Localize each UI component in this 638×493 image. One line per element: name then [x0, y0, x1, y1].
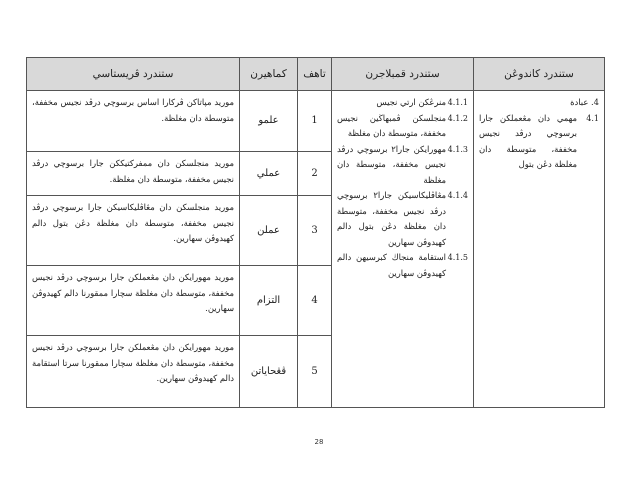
learning-standard-code: 4.1.4 — [447, 191, 468, 200]
content-standard-item — [479, 111, 599, 173]
header-level: تاهف — [298, 58, 332, 91]
descriptor-cell: موريد مهورايكن دان مڠعملكن جارا برسوچي درڤد نجيس مخففة، متوسطة دان مغلظة سچارا ممقورنا دالم كهيدوڤن سهارين. — [27, 266, 240, 336]
learning-standard-code: 4.1.1 — [447, 98, 468, 107]
mastery-cell: علمو — [240, 91, 298, 152]
mastery-cell: ڤڠحاياتن — [240, 336, 298, 408]
header-content-standard: ستندرد كاندوڠن — [474, 58, 605, 91]
standards-table — [26, 57, 605, 408]
learning-standard-item — [337, 111, 468, 142]
level-cell: 5 — [298, 336, 332, 408]
header-row — [27, 58, 605, 91]
content-standard-title: 4. عبادة — [570, 97, 599, 107]
learning-standard-code: 4.1.5 — [447, 253, 468, 262]
descriptor-cell: موريد منجلسكن دان ممفركتيككن جارا برسوچي درڤد نجيس مخففة، متوسطة دان مغلظة. — [27, 152, 240, 196]
level-cell: 1 — [298, 91, 332, 152]
level-cell: 2 — [298, 152, 332, 196]
content-standard-cell — [474, 91, 605, 408]
learning-standard-text: استقامة منجاڬ كبرسيهن دالم كهيدوڤن سهارين — [337, 252, 446, 278]
learning-standard-text: مهورايكن جارا٢ برسوچي درڤد نجيس مخففة، متوسطة دان مغلظة — [337, 143, 447, 185]
page-number: 28 — [314, 438, 324, 446]
content-standard-code: 4.1 — [586, 113, 599, 123]
table-row — [27, 91, 605, 152]
learning-standard-item — [337, 188, 468, 250]
learning-standard-text: مڠاڤليكاسيكن جارا٢ برسوچي درڤد نجيس مخففة، متوسطة دان مغلظة دڠن بتول دالم كهيدوڤن سهارين — [337, 190, 446, 247]
mastery-cell: عملي — [240, 152, 298, 196]
descriptor-cell: موريد مپاتاكن ڤركارا اساس برسوچي درڤد نجيس مخففة، متوسطة دان مغلظة. — [27, 91, 240, 152]
descriptor-cell: موريد مهورايكن دان مڠعملكن جارا برسوچي درڤد نجيس مخففة، متوسطة دان مغلظة سچارا ممقورنا سرتا استقامة دالم كهيدوڤن سهارين. — [27, 336, 240, 408]
level-cell: 4 — [298, 266, 332, 336]
learning-standards-cell — [332, 91, 474, 408]
mastery-cell: التزام — [240, 266, 298, 336]
learning-standard-text: منرڠكن ارتي نجيس — [376, 97, 446, 107]
learning-standard-code: 4.1.2 — [447, 113, 468, 123]
descriptor-cell: موريد منجلسكن دان مڠاڤليكاسيكن جارا برسوچي درڤد نجيس مخففة، متوسطة دان مغلظة دڠن بتول دالم كهيدوڤن سهارين. — [27, 196, 240, 266]
header-performance-standard: ستندرد ڤريستاسي — [27, 58, 240, 91]
mastery-cell: عملن — [240, 196, 298, 266]
learning-standard-item — [337, 142, 468, 189]
header-mastery: كماهيرن — [240, 58, 298, 91]
learning-standard-text: منجلسكن ڤمبهاڬين نجيس مخففة، متوسطة دان مغلظة — [337, 112, 446, 138]
learning-standard-item — [337, 250, 468, 281]
level-cell: 3 — [298, 196, 332, 266]
header-learning-standard: ستندرد قمبلاجرن — [332, 58, 474, 91]
content-standard-text: مهمي دان مڠعملكن جارا برسوچي درڤد نجيس مخففة، متوسطة دان مغلظة دڠن بتول — [479, 112, 577, 169]
learning-standard-item — [337, 95, 468, 111]
learning-standard-code: 4.1.3 — [447, 144, 468, 154]
